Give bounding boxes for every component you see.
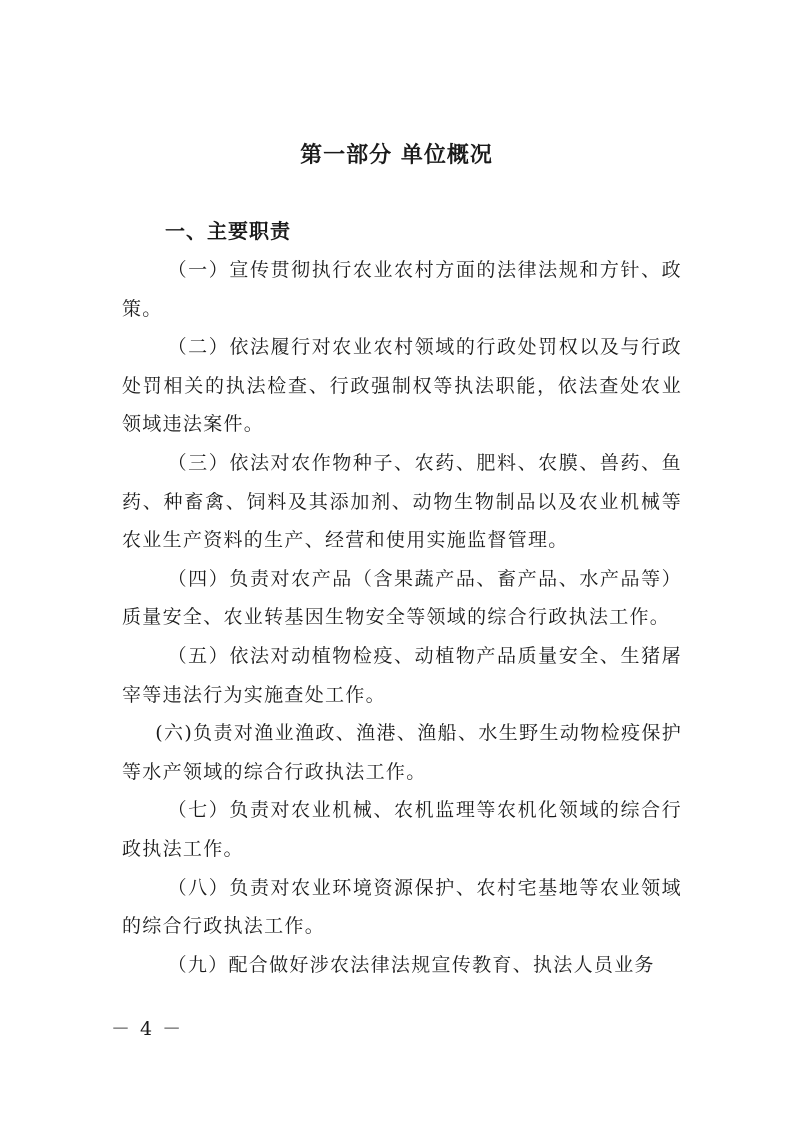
document-body: [122, 251, 682, 984]
paragraph-9: （九）配合做好涉农法律法规宣传教育、执法人员业务: [167, 953, 655, 976]
page-title: 第一部分 单位概况: [300, 143, 493, 168]
paragraph-3: （三）依法对农作物种子、农药、肥料、农膜、兽药、鱼药、种畜禽、饲料及其添加剂、动物生物制品以及农业机械等农业生产资料的生产、经营和使用实施监督管理。: [122, 451, 682, 552]
page-number: － 4 －: [111, 1018, 184, 1040]
paragraph-5: （五）依法对动植物检疫、动植物产品质量安全、生猪屠宰等违法行为实施查处工作。: [122, 644, 682, 706]
paragraph-7: （七）负责对农业机械、农机监理等农机化领域的综合行政执法工作。: [122, 799, 682, 860]
paragraph-2: （二）依法履行对农业农村领域的行政处罚权以及与行政处罚相关的执法检查、行政强制权等执法职能，依法查处农业领域违法案件。: [122, 336, 682, 436]
paragraph-8: （八）负责对农业环境资源保护、农村宅基地等农业领域的综合行政执法工作。: [122, 876, 682, 938]
paragraph-4: （四）负责对农产品（含果蔬产品、畜产品、水产品等）质量安全、农业转基因生物安全等领域的综合行政执法工作。: [122, 567, 682, 629]
section-heading: 一、主要职责: [165, 219, 291, 243]
paragraph-1: （一）宣传贯彻执行农业农村方面的法律法规和方针、政策。: [122, 259, 682, 320]
paragraph-6: (六)负责对渔业渔政、渔港、渔船、水生野生动物检疫保护等水产领域的综合行政执法工作。: [122, 722, 682, 783]
